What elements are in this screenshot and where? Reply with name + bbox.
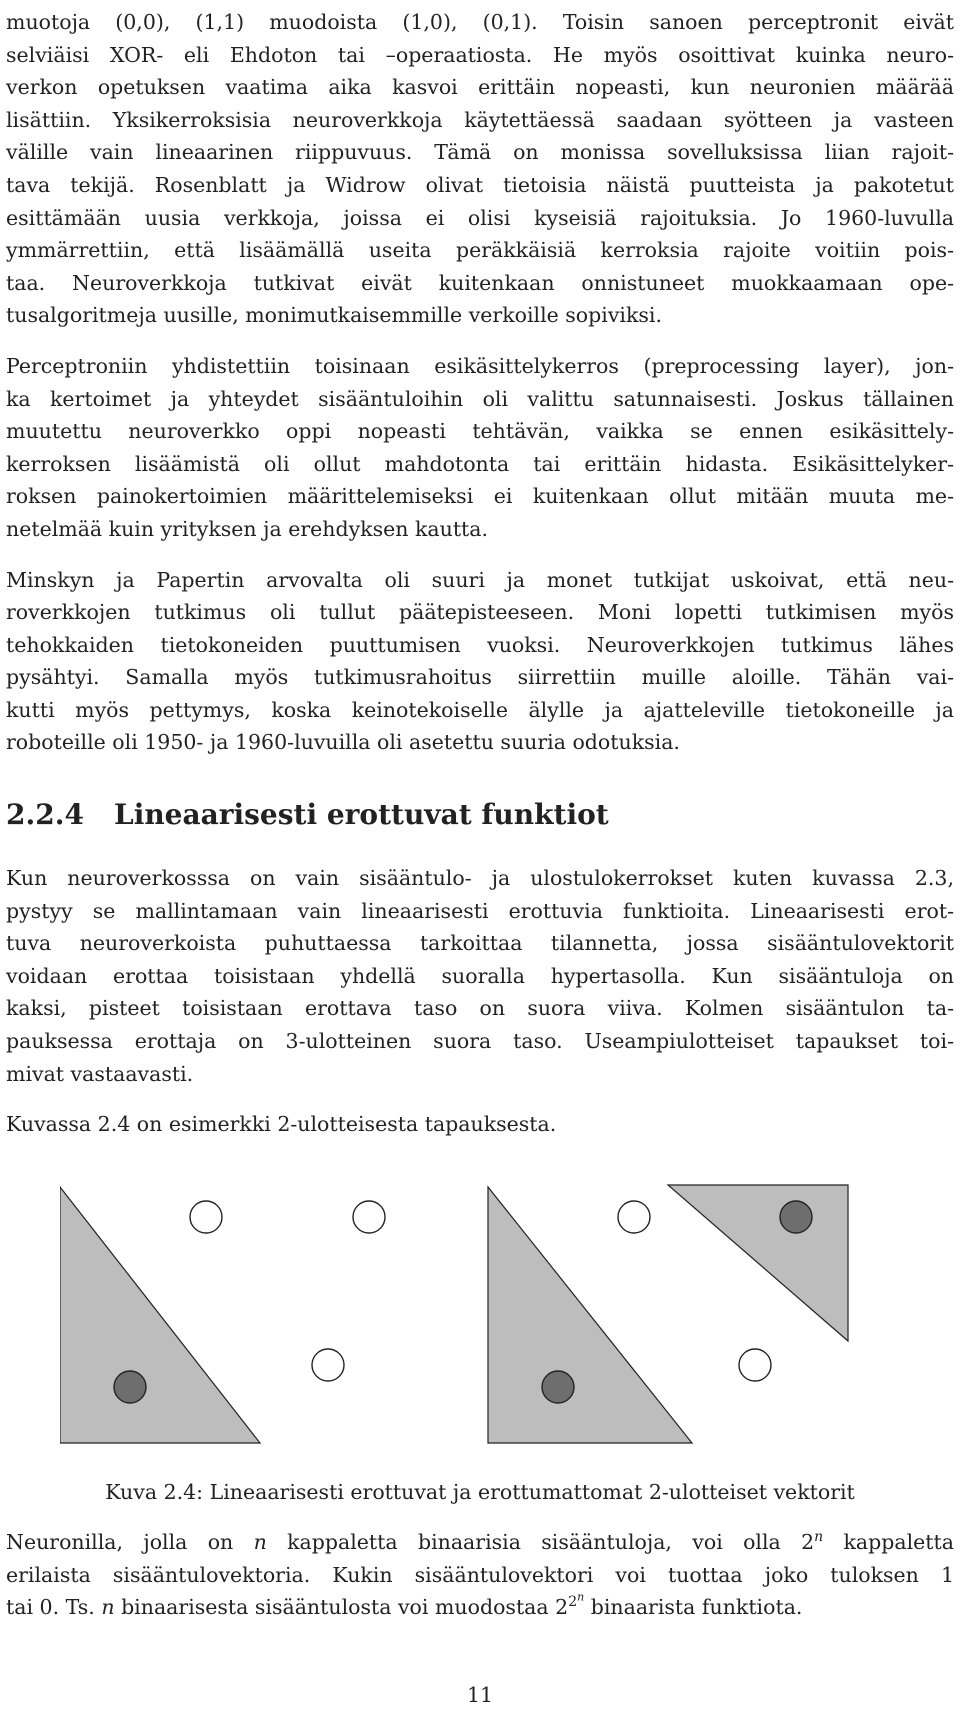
text-line: kaksi, pisteet toisistaan erottava taso on suora viiva. Kolmen sisääntulon ta-: [6, 996, 954, 1021]
white-point: [739, 1349, 771, 1381]
text-span: Neuronilla, jolla on: [6, 1530, 254, 1554]
white-point: [312, 1349, 344, 1381]
text-line: ymmärrettiin, että lisäämällä useita peräkkäisiä kerroksia rajoite voitiin pois-: [6, 238, 954, 263]
text-line: roverkkojen tutkimus oli tullut päätepisteeseen. Moni lopetti tutkimisen myös: [6, 600, 954, 625]
section-heading: [6, 798, 609, 831]
text-line: esittämään uusia verkkoja, joissa ei olisi kyseisiä rajoituksia. Jo 1960-luvulla: [6, 205, 954, 230]
separable-region-triangle: [60, 1187, 260, 1443]
text-line: Minskyn ja Papertin arvovalta oli suuri ja monet tutkijat uskoivat, että neu-: [6, 567, 954, 592]
math-n: n: [577, 1590, 585, 1604]
text-line: kutti myös pettymys, koska keinotekoiselle älylle ja ajatteleville tietokoneille ja: [6, 697, 954, 722]
text-span: binaarista funktiota.: [584, 1595, 803, 1620]
figure-caption: Kuva 2.4: Lineaarisesti erottuvat ja erottumattomat 2-ulotteiset vektorit: [105, 1480, 855, 1504]
text-span: kappaletta: [823, 1530, 955, 1554]
text-line: taa. Neuroverkkoja tutkivat eivät kuitenkaan onnistuneet muokkaamaan ope-: [6, 270, 954, 295]
text-line: muotoja (0,0), (1,1) muodoista (1,0), (0,1). Toisin sanoen perceptronit eivät: [6, 10, 954, 34]
text-line: verkon opetuksen vaatima aika kasvoi erittäin nopeasti, kun neuronien määrää: [6, 75, 954, 100]
text-span: tai 0. Ts.: [6, 1595, 102, 1620]
body-text-section: [6, 862, 954, 1159]
text-line: Kuvassa 2.4 on esimerkki 2-ulotteisesta tapauksesta.: [6, 1112, 557, 1137]
section-title: Lineaarisesti erottuvat funktiot: [114, 798, 609, 831]
math-n: n: [814, 1529, 824, 1546]
text-line: muutettu neuroverkko oppi nopeasti tehtävän, vaikka se ennen esikäsittely-: [6, 419, 954, 444]
text-span: kappaletta binaarisia sisääntuloja, voi olla 2: [266, 1530, 815, 1554]
text-line: erilaista sisääntulovektoria. Kukin sisääntulovektori voi tuottaa joko tuloksen 1: [6, 1562, 954, 1587]
dark-point: [114, 1371, 146, 1403]
text-line: roksen painokertoimien määrittelemiseksi ei kuitenkaan ollut mitään muuta me-: [6, 484, 954, 509]
text-line: roboteille oli 1950- ja 1960-luvuilla oli asetettu suuria odotuksia.: [6, 730, 680, 755]
paragraph-3: [6, 564, 954, 760]
paragraph-5: [6, 1108, 954, 1141]
body-text-bottom: [6, 1526, 954, 1642]
white-point: [353, 1201, 385, 1233]
white-point: [618, 1201, 650, 1233]
text-line: mivat vastaavasti.: [6, 1061, 194, 1086]
paragraph-6: [6, 1526, 954, 1624]
text-line: pauksessa erottaja on 3-ulotteinen suora taso. Useampiulotteiset tapaukset toi-: [6, 1028, 954, 1053]
region-triangle-lower: [488, 1187, 692, 1443]
paragraph-2: [6, 350, 954, 546]
dark-point: [542, 1371, 574, 1403]
text-line: tuva neuroverkoista puhuttaessa tarkoittaa tilannetta, jossa sisääntulovektorit: [6, 931, 954, 956]
text-line: lisättiin. Yksikerroksisia neuroverkkoja käytettäessä saadaan syötteen ja vasteen: [6, 107, 954, 132]
text-line: [6, 1591, 954, 1624]
math-n: n: [253, 1530, 267, 1554]
text-line: tehokkaiden tietokoneiden puuttumisen vuoksi. Neuroverkkojen tutkimus lähes: [6, 632, 954, 657]
text-line: [6, 1526, 954, 1559]
text-line: selviäisi XOR- eli Ehdoton tai –operaatiosta. He myös osoittivat kuinka neuro-: [6, 42, 954, 67]
body-text-top: [6, 6, 954, 777]
text-span: binaarisesta sisääntulosta voi muodostaa 2: [114, 1595, 569, 1620]
text-line: voidaan erottaa toisistaan yhdellä suoralla hypertasolla. Kun sisääntuloja on: [6, 963, 954, 988]
text-line: tava tekijä. Rosenblatt ja Widrow olivat tietoisia näistä puutteista ja pakotetut: [6, 172, 954, 197]
text-line: netelmää kuin yrityksen ja erehdyksen kautta.: [6, 516, 489, 541]
white-point: [190, 1201, 222, 1233]
region-triangle-upper: [668, 1185, 848, 1341]
page-number: 11: [466, 1683, 494, 1707]
figure-2-4: [60, 1175, 860, 1445]
paragraph-1: [6, 6, 954, 332]
text-line: ka kertoimet ja yhteydet sisääntuloihin oli valittu satunnaisesti. Joskus tällainen: [6, 386, 954, 411]
dark-point: [780, 1201, 812, 1233]
text-line: välille vain lineaarinen riippuvuus. Tämä on monissa sovelluksissa liian rajoit-: [6, 140, 954, 165]
text-line: Perceptroniin yhdistettiin toisinaan esikäsittelykerros (preprocessing layer), jon-: [6, 353, 954, 378]
text-line: pysähtyi. Samalla myös tutkimusrahoitus siirrettiin muille aloille. Tähän vai-: [6, 665, 954, 690]
math-n: n: [101, 1595, 115, 1620]
text-line: Kun neuroverkosssa on vain sisääntulo- ja ulostulokerrokset kuten kuvassa 2.3,: [6, 866, 954, 890]
exponent-base: 2: [568, 1594, 578, 1611]
text-line: tusalgoritmeja uusille, monimutkaisemmille verkoille sopiviksi.: [6, 303, 662, 328]
paragraph-4: [6, 862, 954, 1090]
section-number: 2.2.4: [6, 798, 84, 831]
text-line: pystyy se mallintamaan vain lineaarisesti erottuvia funktioita. Lineaarisesti erot-: [6, 898, 954, 923]
text-line: kerroksen lisäämistä oli ollut mahdotonta tai erittäin hidasta. Esikäsittelyker-: [6, 451, 954, 476]
